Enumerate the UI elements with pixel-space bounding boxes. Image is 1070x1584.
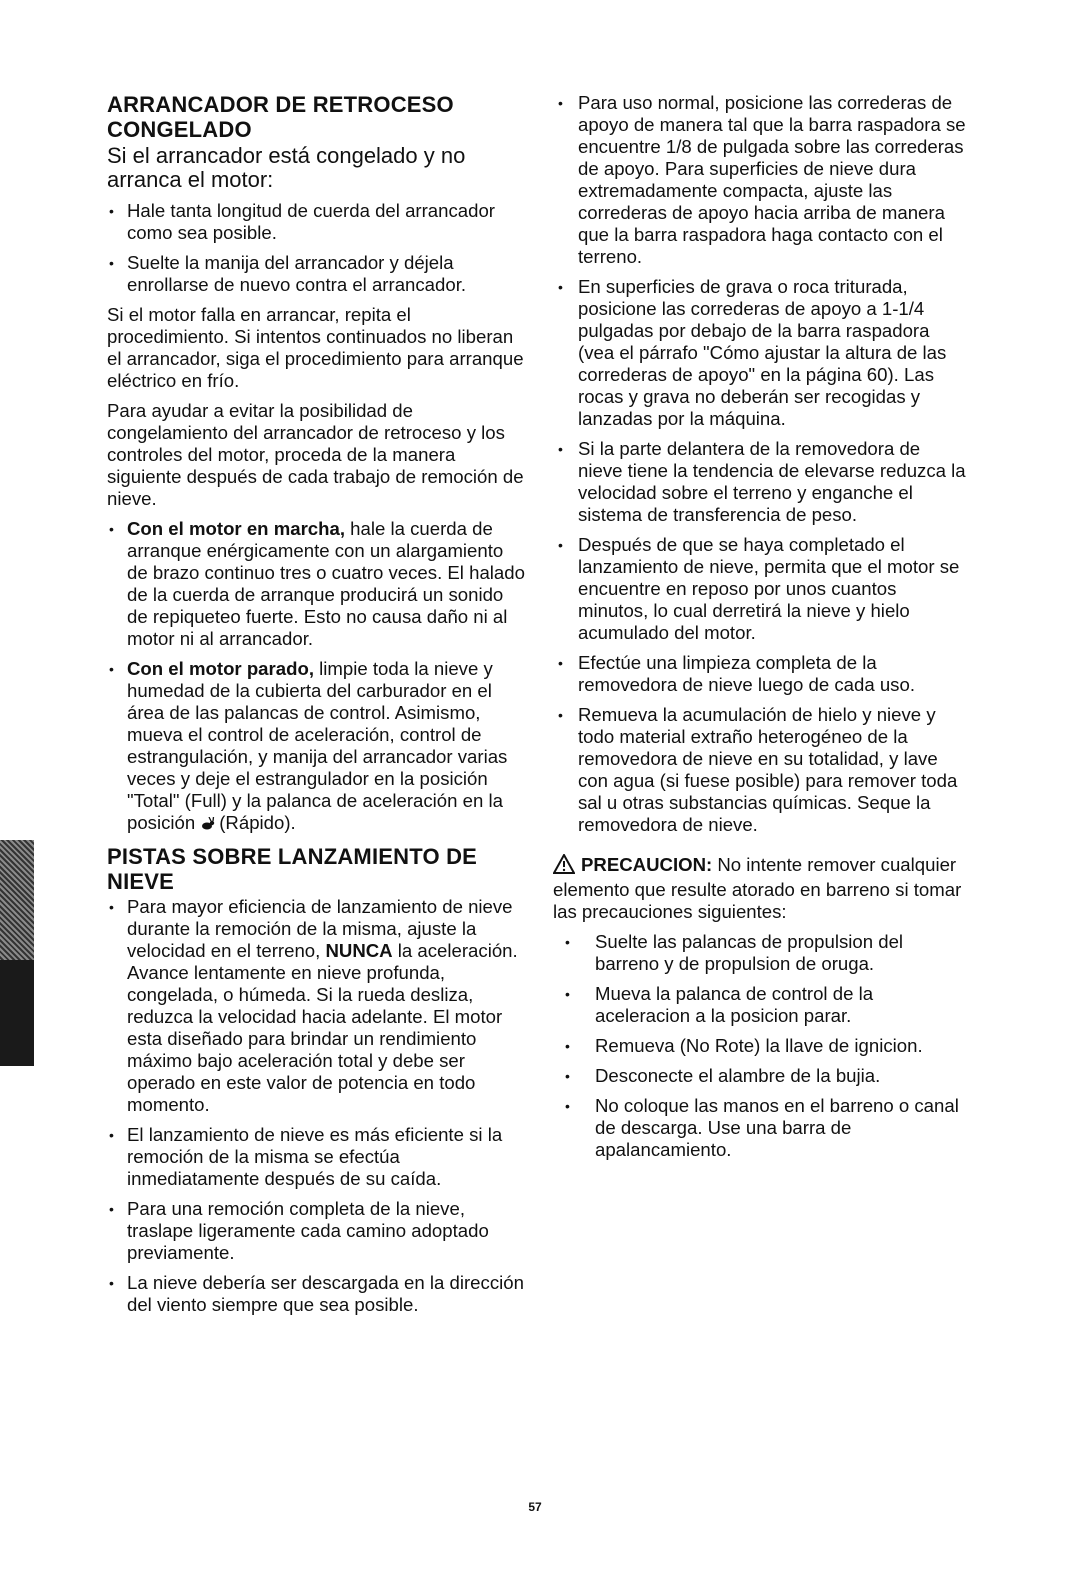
list-item: • El lanzamiento de nieve es más eficiente si la remoción de la misma se efectúa inmediatamente después de su caída. [107, 1124, 527, 1190]
section-title-throwing-tips: PISTAS SOBRE LANZAMIENTO DE NIEVE [107, 844, 478, 894]
list-item: • No coloque las manos en el barreno o canal de descarga. Use una barra de apalancamiento. [553, 1095, 968, 1161]
throwing-tips [107, 896, 527, 1316]
list-item: • La nieve debería ser descargada en la dirección del viento siempre que sea posible. [107, 1272, 527, 1316]
list-item-engine-stopped: • Con el motor parado, limpie toda la nieve y humedad de la cubierta del carburador en el área de las palancas de control. Asimismo, mueva el control de aceleración, control de estrangulación, y manija del arrancador varias veces y deje el estrangulador en la posición "Total" (Full) y la palanca de aceleración en la posición (Rápido). [107, 658, 527, 836]
maintenance-tips [553, 92, 968, 836]
edge-thumb-tab [0, 840, 34, 1066]
list-item: • Suelte las palancas de propulsion del barreno y de propulsion de oruga. [553, 931, 968, 975]
paragraph-prevention: Para ayudar a evitar la posibilidad de congelamiento del arrancador de retroceso y los controles del motor, proceda de la manera siguiente después de cada trabajo de remoción de nieve. [107, 400, 524, 509]
list-item: • Efectúe una limpieza completa de la removedora de nieve luego de cada uso. [553, 652, 968, 696]
list-item: • Después de que se haya completado el lanzamiento de nieve, permita que el motor se encuentre en reposo por unos cuantos minutos, lo cual derretirá la nieve y hielo acumulado del motor. [553, 534, 968, 644]
list-item: • Remueva (No Rote) la llave de ignicion. [553, 1035, 968, 1057]
warning-triangle-icon [553, 854, 575, 879]
list-item: • Mueva la palanca de control de la aceleracion a la posicion parar. [553, 983, 968, 1027]
list-item: • En superficies de grava o roca triturada, posicione las correderas de apoyo a 1-1/4 pulgadas por debajo de la barra raspadora (vea el párrafo "Cómo ajustar la altura de las correderas de apoyo" en la página 60). Las rocas y grava no deberán ser recogidas y lanzadas por la máquina. [553, 276, 968, 430]
list-item: • Remueva la acumulación de hielo y nieve y todo material extraño heterogéneo de la removedora de nieve en su totalidad, y lave con agua (si fuese posible) para remover toda sal u otras substancias químicas. Seque la removedora de nieve. [553, 704, 968, 836]
list-item-engine-running: • Con el motor en marcha, hale la cuerda de arranque enérgicamente con un alargamiento de brazo continuo tres o cuatro veces. El halado de la cuerda de arranque producirá un sonido de repiqueteo fuerte. Esto no causa daño ni al motor ni al arrancador. [107, 518, 527, 650]
rabbit-fast-icon [199, 814, 215, 836]
list-item: • Para mayor eficiencia de lanzamiento de nieve durante la remoción de la misma, ajuste la velocidad en el terreno, NUNCA la aceleración. Avance lentamente en nieve profunda, congelada, o húmeda. Si la rueda desliza, reduzca la velocidad hacia adelante. El motor esta diseñado para brindar un rendimiento máximo bajo aceleración total y debe ser operado en este valor de potencia en todo momento. [107, 896, 527, 1116]
list-item: • Para uso normal, posicione las correderas de apoyo de manera tal que la barra raspadora se encuentre 1/8 de pulgada sobre las correderas de apoyo. Para superficies de nieve dura extremadamente compacta, ajuste las correderas de apoyo hacia arriba de manera que la barra raspadora haga contacto con el terreno. [553, 92, 968, 268]
list-item: • Si la parte delantera de la removedora de nieve tiene la tendencia de elevarse reduzca la velocidad sobre el terreno y enganche el sistema de transferencia de peso. [553, 438, 968, 526]
page-number: 57 [528, 1500, 542, 1514]
caution-steps [553, 931, 968, 1161]
list-item: • Desconecte el alambre de la bujia. [553, 1065, 968, 1087]
section-title-frozen-starter: ARRANCADOR DE RETROCESO CONGELADO [107, 92, 454, 142]
bold-lead: Con el motor en marcha, [127, 518, 346, 539]
caution-notice: PRECAUCION: No intente remover cualquier elemento que resulte atorado en barreno si tomar las precauciones siguientes: [553, 854, 962, 922]
bold-lead: Con el motor parado, [127, 658, 314, 679]
caution-label: PRECAUCION: [581, 854, 713, 875]
right-column [553, 92, 968, 1169]
frozen-starter-steps [107, 200, 527, 296]
section-subtitle-frozen-starter: Si el arrancador está congelado y no arranca el motor: [107, 143, 466, 192]
list-item: • Para una remoción completa de la nieve, traslape ligeramente cada camino adoptado previamente. [107, 1198, 527, 1264]
list-item: • Suelte la manija del arrancador y déjela enrollarse de nuevo contra el arrancador. [107, 252, 527, 296]
list-item: • Hale tanta longitud de cuerda del arrancador como sea posible. [107, 200, 527, 244]
paragraph-retry: Si el motor falla en arrancar, repita el procedimiento. Si intentos continuados no liberan el arrancador, siga el procedimiento para arranque eléctrico en frío. [107, 304, 524, 391]
prevention-steps [107, 518, 527, 836]
left-column [107, 92, 527, 1324]
